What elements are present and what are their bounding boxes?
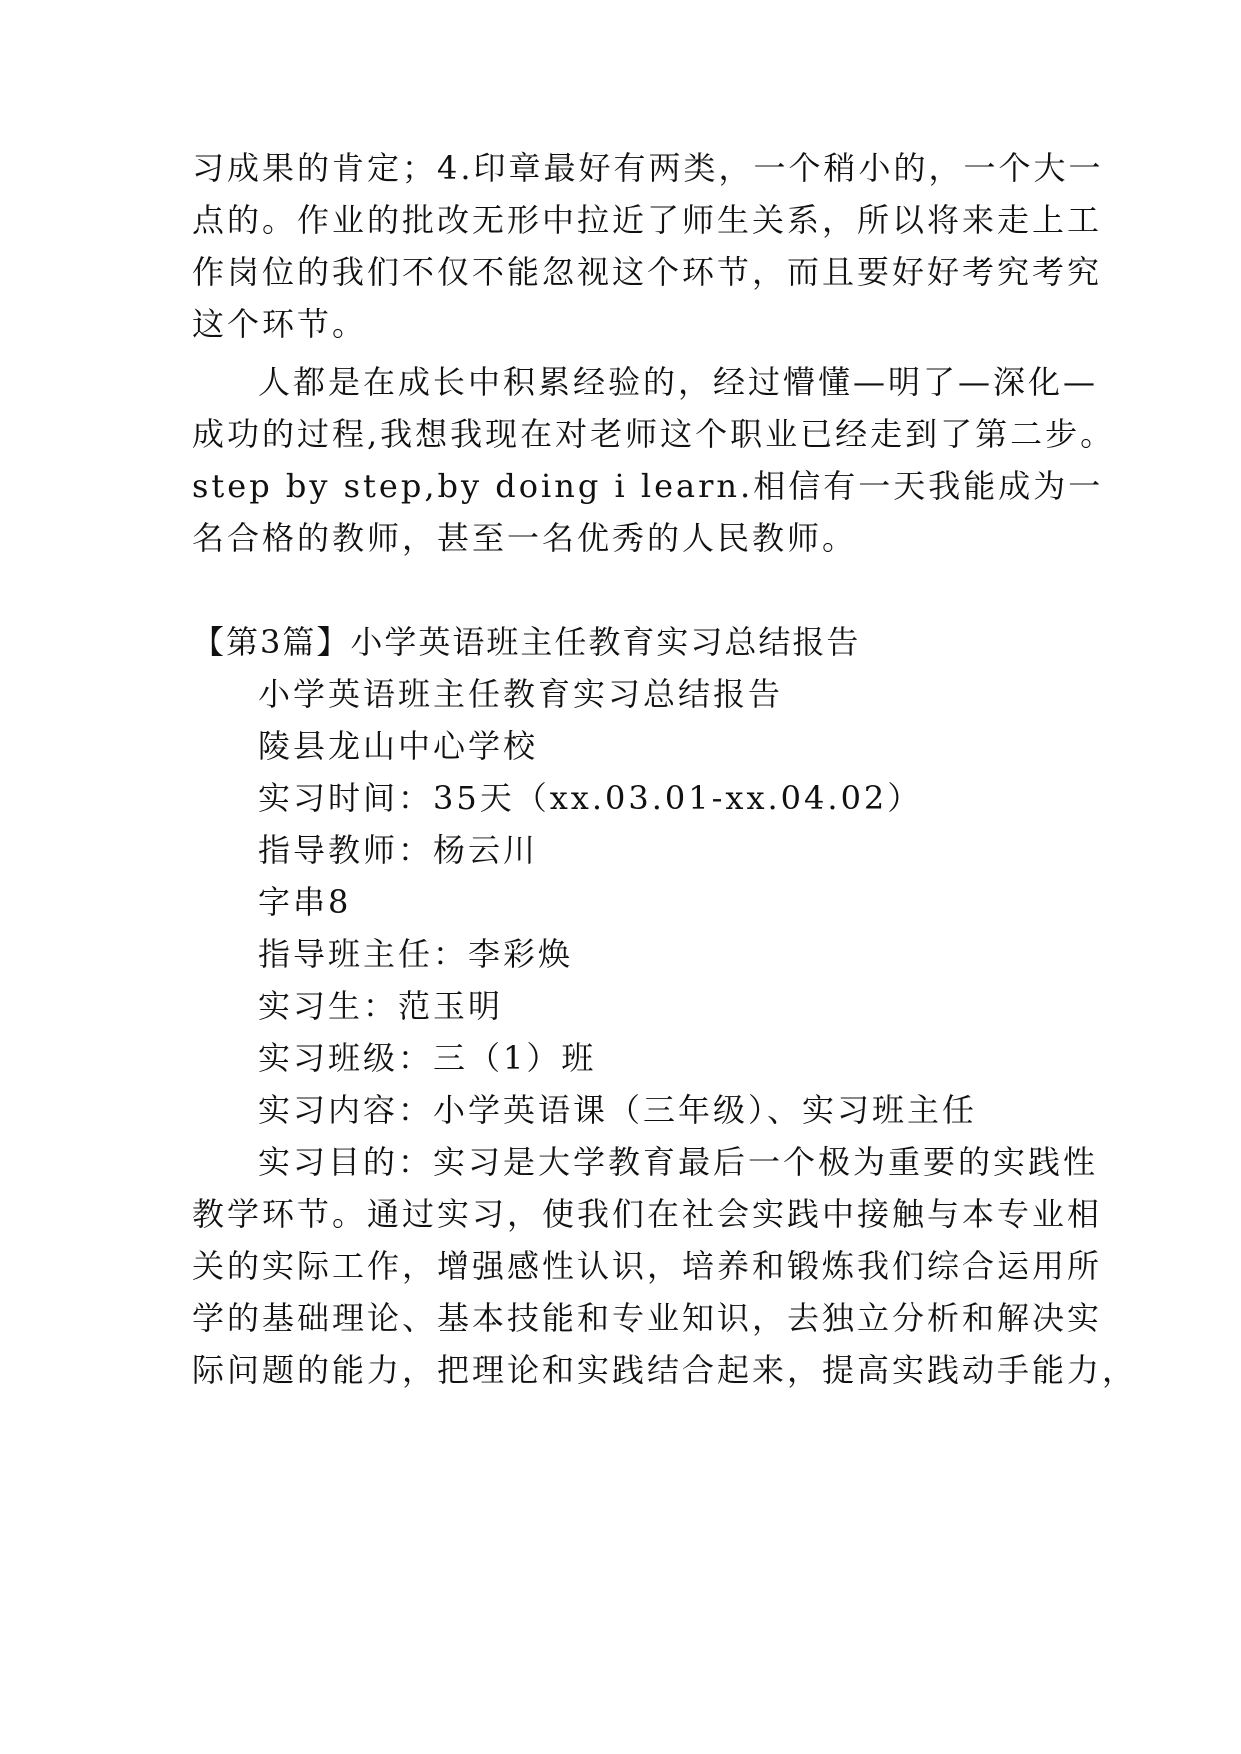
text-line: 关的实际工作，增强感性认识，培养和锻炼我们综合运用所 bbox=[192, 1247, 1103, 1285]
section-heading: 【第3篇】小学英语班主任教育实习总结报告 bbox=[192, 623, 861, 661]
text-line: 教学环节。通过实习，使我们在社会实践中接触与本专业相 bbox=[192, 1195, 1103, 1233]
internship-time: 实习时间：35天（xx.03.01-xx.04.02） bbox=[258, 779, 923, 817]
text-line: 成功的过程,我想我现在对老师这个职业已经走到了第二步。 bbox=[192, 415, 1116, 453]
text-line: 实习目的：实习是大学教育最后一个极为重要的实践性 bbox=[258, 1143, 1099, 1181]
supervising-teacher: 指导教师：杨云川 bbox=[258, 831, 539, 869]
supervising-head-teacher: 指导班主任：李彩焕 bbox=[258, 935, 574, 973]
text-line: 这个环节。 bbox=[192, 305, 368, 343]
text-line: 人都是在成长中积累经验的，经过懵懂—明了—深化— bbox=[258, 363, 1099, 401]
text-line: 点的。作业的批改无形中拉近了师生关系，所以将来走上工 bbox=[192, 201, 1103, 239]
text-line: step by step,by doing i learn.相信有一天我能成为一 bbox=[192, 467, 1104, 505]
text-line: 作岗位的我们不仅不能忽视这个环节，而且要好好考究考究 bbox=[192, 253, 1103, 291]
text-line: 学的基础理论、基本技能和专业知识，去独立分析和解决实 bbox=[192, 1299, 1103, 1337]
text-line: 际问题的能力，把理论和实践结合起来，提高实践动手能力， bbox=[192, 1351, 1138, 1389]
intern-name: 实习生：范玉明 bbox=[258, 987, 504, 1025]
text-line: 名合格的教师，甚至一名优秀的人民教师。 bbox=[192, 519, 858, 557]
intern-class: 实习班级：三（1）班 bbox=[258, 1039, 597, 1077]
report-title: 小学英语班主任教育实习总结报告 bbox=[258, 675, 784, 713]
internship-content: 实习内容：小学英语课（三年级）、实习班主任 bbox=[258, 1091, 978, 1129]
school-name: 陵县龙山中心学校 bbox=[258, 727, 539, 765]
text-line: 习成果的肯定；4.印章最好有两类，一个稍小的，一个大一 bbox=[192, 149, 1104, 187]
string-note: 字串8 bbox=[258, 883, 352, 921]
